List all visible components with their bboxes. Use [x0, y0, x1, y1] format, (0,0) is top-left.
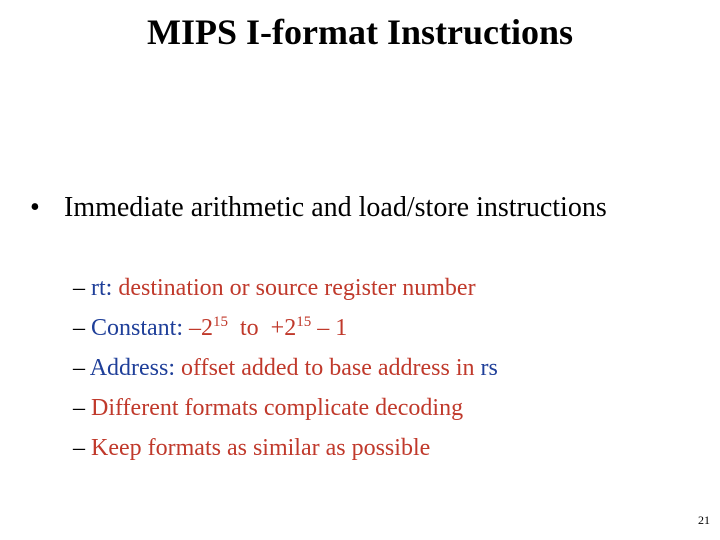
rt-sep: : — [105, 275, 119, 301]
dash: – — [73, 395, 85, 421]
dash: – — [73, 355, 85, 381]
dash: – — [73, 315, 85, 341]
constant-label: Constant — [91, 315, 177, 341]
formats-text: Different formats complicate decoding — [91, 395, 464, 421]
slide-title: MIPS I-format Instructions — [147, 12, 573, 52]
bullet-text: Immediate arithmetic and load/store instructions — [64, 192, 607, 223]
similar-text: Keep formats as similar as possible — [91, 435, 431, 461]
main-bullet — [30, 190, 670, 226]
constant-range-post: – 1 — [311, 315, 348, 341]
sub-item-constant — [73, 308, 693, 348]
constant-min-base: –2 — [189, 315, 214, 341]
address-label: Address — [89, 355, 169, 381]
address-register: rs — [480, 355, 498, 381]
sub-item-formats — [73, 388, 693, 428]
constant-min-exponent: 15 — [213, 314, 229, 330]
address-sep: : — [168, 355, 182, 381]
sub-item-similar — [73, 428, 693, 468]
address-description: offset added to base address in — [181, 355, 481, 381]
rt-label: rt — [91, 275, 106, 301]
constant-range-mid: to +2 — [228, 315, 297, 341]
sub-item-address — [73, 348, 693, 388]
dash: – — [73, 435, 85, 461]
constant-max-exponent: 15 — [296, 314, 312, 330]
sub-item-rt — [73, 268, 693, 308]
sub-bullet-list — [73, 268, 693, 468]
page-number: 21 — [698, 513, 710, 527]
rt-description: destination or source register number — [118, 275, 476, 301]
constant-sep: : — [176, 315, 190, 341]
dash: – — [73, 275, 85, 301]
bullet-glyph: • — [30, 192, 40, 223]
